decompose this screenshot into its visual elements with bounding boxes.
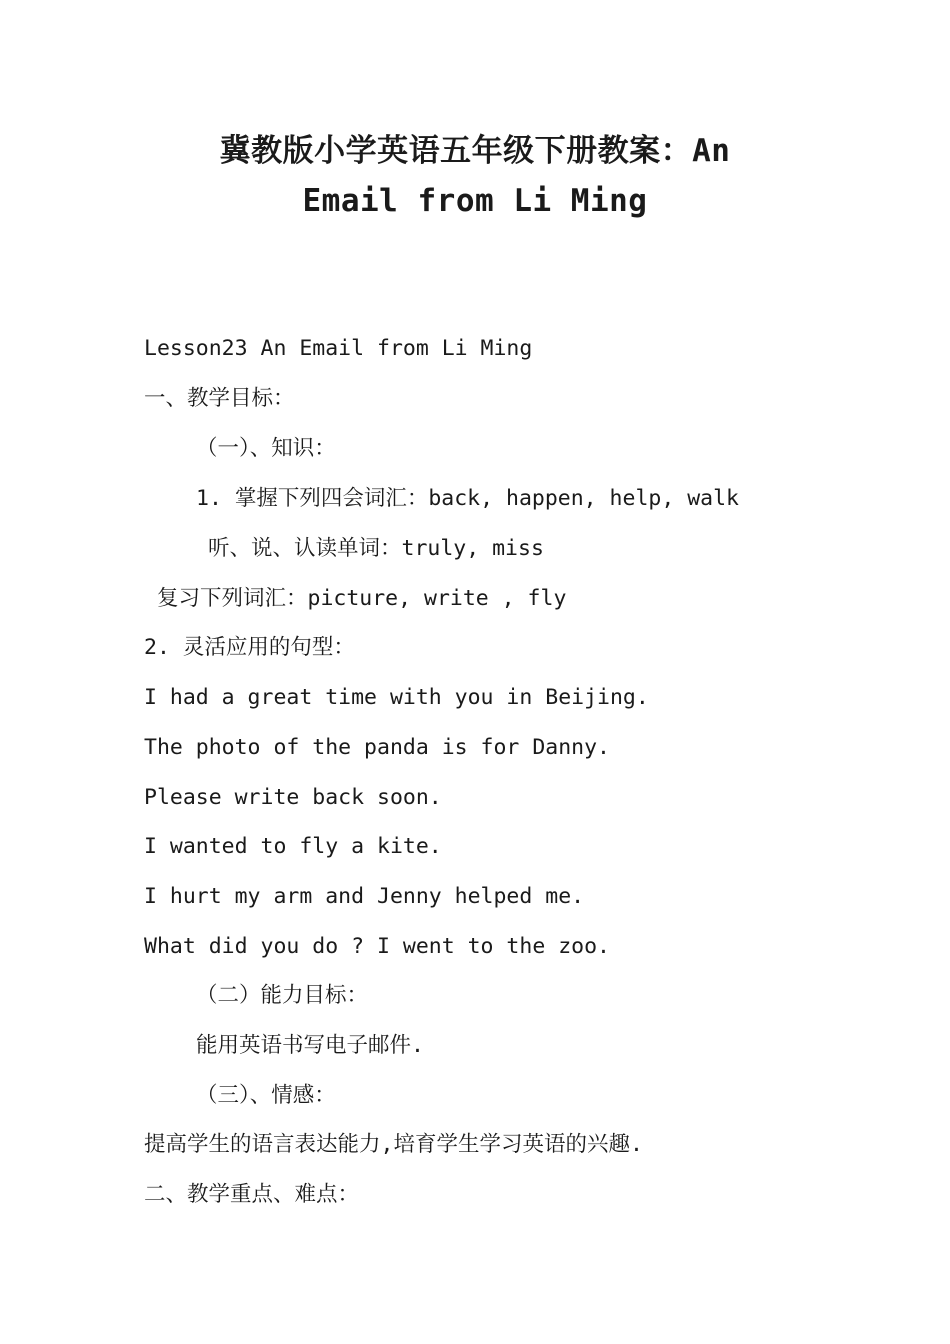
document-title-line-2: Email from Li Ming <box>302 183 648 219</box>
vocab-review: 复习下列词汇：picture, write , fly <box>157 586 567 611</box>
sentence-5: I hurt my arm and Jenny helped me. <box>144 884 585 909</box>
sentence-6: What did you do ? I went to the zoo. <box>144 934 610 959</box>
sentence-2: The photo of the panda is for Danny. <box>144 735 610 760</box>
document-title-line-1: 冀教版小学英语五年级下册教案：An <box>219 133 731 169</box>
section-teaching-goals: 一、教学目标： <box>144 386 295 411</box>
subsection-emotion: （三）、情感： <box>196 1083 336 1108</box>
vocab-recognition: 听、说、认读单词：truly, miss <box>208 536 544 561</box>
sentence-1: I had a great time with you in Beijing. <box>144 685 649 710</box>
sentence-patterns-heading: 2. 灵活应用的句型： <box>144 635 355 660</box>
sentence-4: I wanted to fly a kite. <box>144 834 442 859</box>
section-key-points: 二、教学重点、难点： <box>144 1182 360 1207</box>
lesson-heading: Lesson23 An Email from Li Ming <box>144 336 533 361</box>
subsection-ability: （二）能力目标： <box>196 983 369 1008</box>
subsection-knowledge: （一）、知识： <box>196 436 336 461</box>
emotion-goal: 提高学生的语言表达能力,培育学生学习英语的兴趣. <box>144 1132 643 1157</box>
vocab-four-skill: 1. 掌握下列四会词汇：back, happen, help, walk <box>196 486 739 511</box>
ability-goal: 能用英语书写电子邮件. <box>196 1033 424 1058</box>
sentence-3: Please write back soon. <box>144 785 442 810</box>
